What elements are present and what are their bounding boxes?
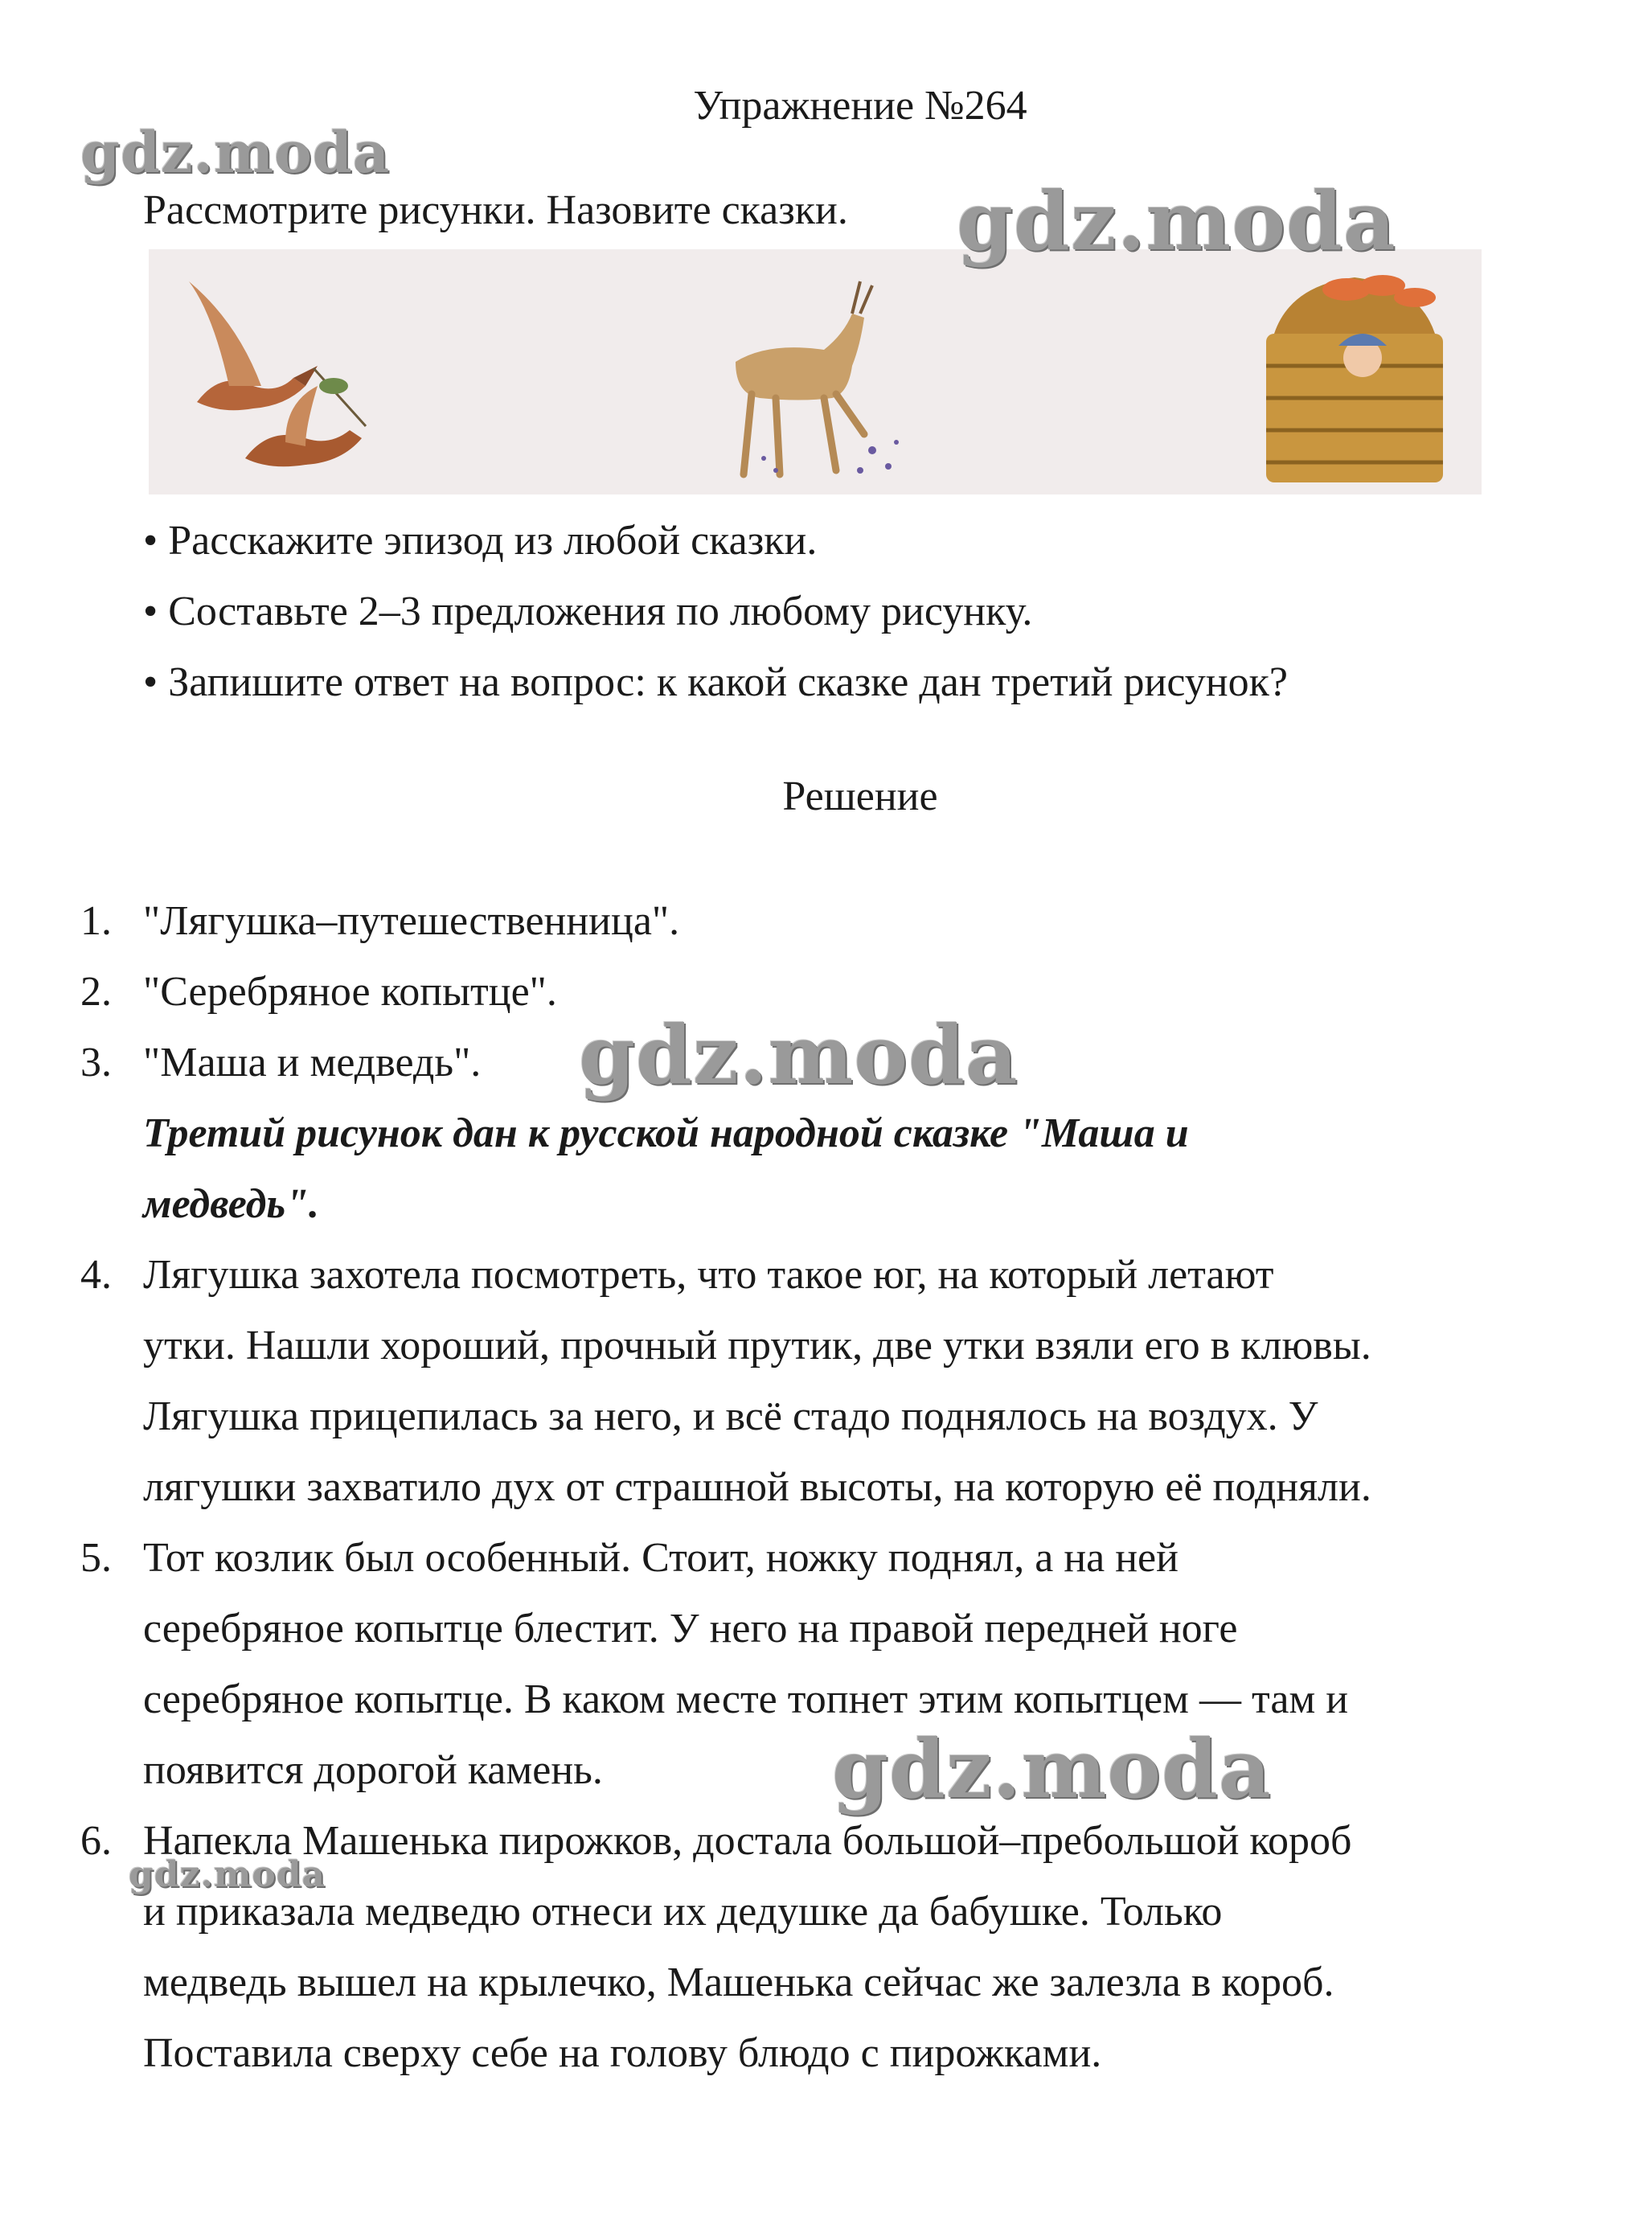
ducks-frog-picture	[165, 265, 406, 482]
bullet-item: • Расскажите эпизод из любой сказки.	[143, 518, 818, 564]
answer-line: "Серебряное копытце".	[143, 969, 557, 1015]
answer-line: утки. Нашли хороший, прочный прутик, две утки взяли его в клювы.	[143, 1323, 1371, 1369]
watermark: gdz.moda	[957, 174, 1396, 269]
bullet-item: • Составьте 2–3 предложения по любому рисунку.	[143, 589, 1033, 634]
answer-line: Тот козлик был особенный. Стоит, ножку поднял, а на ней	[143, 1535, 1179, 1581]
answer-line: Лягушка захотела посмотреть, что такое юг, на который летают	[143, 1252, 1274, 1298]
answer-line: "Маша и медведь".	[143, 1040, 482, 1085]
solution-heading: Решение	[782, 774, 938, 819]
list-number: 3.	[80, 1040, 112, 1085]
answer-line: серебряное копытце блестит. У него на правой передней ноге	[143, 1606, 1238, 1652]
frog-icon	[319, 378, 348, 394]
answer-line: появится дорогой камень.	[143, 1747, 603, 1793]
list-number: 6.	[80, 1818, 112, 1864]
watermark: gdz.moda	[80, 119, 391, 186]
watermark: gdz.moda	[832, 1722, 1272, 1816]
list-number: 5.	[80, 1535, 112, 1581]
list-number: 1.	[80, 898, 112, 944]
answer-line: Напекла Машенька пирожков, достала большой–пребольшой короб	[143, 1818, 1352, 1864]
deer-picture	[703, 265, 912, 490]
deer-icon	[736, 281, 872, 474]
basket-picture	[1242, 253, 1475, 494]
list-number: 4.	[80, 1252, 112, 1298]
watermark: gdz.moda	[129, 1854, 326, 1895]
watermark: gdz.moda	[579, 1007, 1019, 1102]
bullet-item: • Запишите ответ на вопрос: к какой сказке дан третий рисунок?	[143, 659, 1288, 705]
answer-line: и приказала медведю отнеси их дедушке да бабушке. Только	[143, 1889, 1223, 1935]
answer-line: Лягушка прицепилась за него, и всё стадо поднялось на воздух. У	[143, 1393, 1318, 1439]
page-title: Упражнение №264	[693, 83, 1027, 129]
bold-answer-line: Третий рисунок дан к русской народной сказке "Маша и	[143, 1110, 1189, 1156]
duck-icon	[189, 281, 318, 410]
list-number: 2.	[80, 969, 112, 1015]
answer-line: "Лягушка–путешественница".	[143, 898, 680, 944]
answer-line: Поставила сверху себе на голову блюдо с пирожками.	[143, 2030, 1102, 2076]
basket-icon	[1266, 277, 1443, 482]
answer-line: серебряное копытце. В каком месте топнет этим копытцем — там и	[143, 1676, 1349, 1722]
answer-line: медведь вышел на крылечко, Машенька сейчас же залезла в короб.	[143, 1960, 1334, 2005]
illustration-strip	[149, 249, 1482, 494]
bold-answer-line: медведь".	[143, 1181, 320, 1227]
task-text: Рассмотрите рисунки. Назовите сказки.	[143, 187, 848, 233]
answer-line: лягушки захватило дух от страшной высоты, на которую её подняли.	[143, 1464, 1371, 1510]
